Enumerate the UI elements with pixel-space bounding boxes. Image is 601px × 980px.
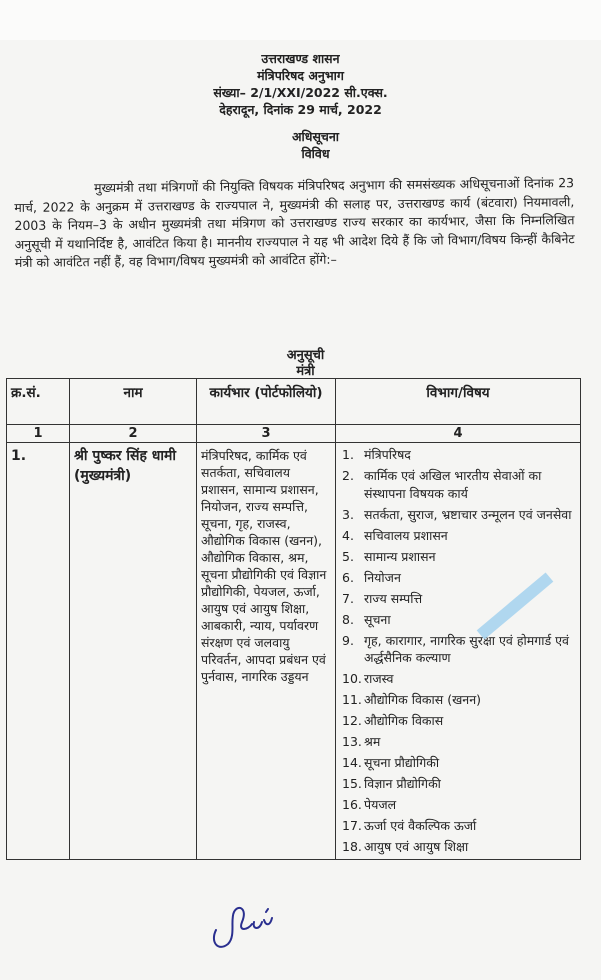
list-item	[342, 712, 576, 730]
department-text: औद्योगिक विकास (खनन)	[364, 692, 482, 707]
minister-designation: (मुख्यमंत्री)	[74, 468, 132, 484]
portfolio-cell: मंत्रिपरिषद, कार्मिक एवं सतर्कता, सचिवालय प्रशासन, सामान्य प्रशासन, नियोजन, राज्य सम्पत्ति, सूचना, गृह, राजस्व, औद्योगिक विकास (खनन), औद्योगिक विकास, श्रम, सूचना प्रौद्योगिकी एवं विज्ञान प्रौद्योगिकी, पेयजल, ऊर्जा, आयुष एवं आयुष शिक्षा, आबकारी, न्याय, पर्यावरण संरक्षण एवं जलवायु परिवर्तन, आपदा प्रबंधन एवं पुर्नवास, नागरिक उड्डयन	[197, 443, 336, 860]
header-portfolio: कार्यभार (पोर्टफोलियो)	[197, 379, 336, 425]
list-item	[342, 548, 576, 566]
list-item	[342, 838, 576, 856]
column-number: 4	[336, 425, 581, 443]
list-item	[342, 817, 576, 835]
minister-name: श्री पुष्कर सिंह धामी	[74, 448, 177, 464]
department-number: 12.	[342, 713, 362, 728]
minister-name-cell	[70, 443, 197, 860]
row-serial: 1.	[7, 443, 70, 860]
column-number-row	[7, 425, 581, 443]
department-number: 11.	[342, 692, 362, 707]
list-item	[342, 446, 576, 464]
list-item	[342, 590, 576, 608]
signature	[208, 900, 278, 955]
column-number: 2	[70, 425, 197, 443]
department-text: आयुष एवं आयुष शिक्षा	[364, 839, 469, 854]
department-text: श्रम	[364, 734, 381, 749]
list-item	[342, 775, 576, 793]
department-text: सचिवालय प्रशासन	[364, 527, 448, 543]
header-serial: क्र.सं.	[7, 379, 70, 425]
column-number: 3	[197, 425, 336, 443]
department-number: 7.	[342, 590, 354, 606]
department-number: 18.	[342, 839, 362, 854]
notice-title: अधिसूचना	[291, 129, 340, 144]
department-text: सामान्य प्रशासन	[364, 548, 436, 564]
department-number: 6.	[342, 569, 354, 585]
department-number: 2.	[342, 468, 354, 483]
department-number: 9.	[342, 632, 354, 648]
list-item	[342, 467, 576, 502]
place-date: देहरादून, दिनांक 29 मार्च, 2022	[219, 102, 382, 117]
department-text: सतर्कता, सुराज, भ्रष्टाचार उन्मूलन एवं जनसेवा	[364, 506, 572, 522]
list-item	[342, 796, 576, 814]
list-item	[342, 527, 576, 545]
list-item	[342, 670, 576, 688]
department-number: 13.	[342, 734, 362, 749]
government-name: उत्तराखण्ड शासन	[261, 51, 340, 66]
department-number: 15.	[342, 776, 362, 791]
department-number: 3.	[342, 506, 354, 522]
list-item	[342, 506, 576, 524]
department-number: 16.	[342, 797, 362, 812]
department-text: ऊर्जा एवं वैकल्पिक ऊर्जा	[364, 818, 477, 833]
department-text: नियोजन	[364, 569, 401, 585]
department-number: 8.	[342, 611, 354, 627]
department-text: औद्योगिक विकास	[364, 713, 444, 728]
document-header	[0, 50, 601, 118]
department-number: 17.	[342, 818, 362, 833]
notice-heading	[0, 128, 601, 162]
header-name: नाम	[70, 379, 197, 425]
department-text: विज्ञान प्रौद्योगिकी	[364, 776, 441, 791]
department-cell	[336, 443, 581, 860]
list-item	[342, 632, 576, 667]
department-text: सूचना	[364, 611, 391, 627]
list-item	[342, 611, 576, 629]
schedule-title: अनुसूची	[286, 348, 325, 363]
notice-subtitle: विविध	[301, 146, 330, 161]
department-text: राजस्व	[364, 671, 394, 686]
department-text: मंत्रिपरिषद	[364, 447, 411, 462]
schedule-heading	[0, 348, 601, 380]
scan-top-margin	[0, 0, 601, 40]
table-row	[7, 443, 581, 860]
department-text: राज्य सम्पत्ति	[364, 590, 423, 606]
list-item	[342, 754, 576, 772]
list-item	[342, 691, 576, 709]
header-department: विभाग/विषय	[336, 379, 581, 425]
body-paragraph: मुख्यमंत्री तथा मंत्रिगणों की नियुक्ति विषयक मंत्रिपरिषद अनुभाग की समसंख्यक अधिसूचनाओं दिनांक 23 मार्च, 2022 के अनुक्रम में उत्तराखण्ड के राज्यपाल ने, मुख्यमंत्री की सलाह पर, उत्तराखण्ड कार्य (बंटवारा) नियमावली, 2003 के नियम–3 के अधीन मुख्यमंत्री तथा मंत्रिगण को उत्तराखण्ड राज्य सरकार का कार्यभार, जैसा कि निम्नलिखित अनुसूची में यथानिर्दिष्ट है, आवंटित किया है। माननीय राज्यपाल ने यह भी आदेश दिये हैं कि जो विभाग/विषय किन्हीं कैबिनेट मंत्री को आवंटित नहीं हैं, वह विभाग/विषय मुख्यमंत्री को आवंटित होंगे:–	[14, 175, 575, 270]
department-number: 14.	[342, 755, 362, 770]
department-number: 4.	[342, 527, 354, 543]
department-text: कार्मिक एवं अखिल भारतीय सेवाओं का संस्थापना विषयक कार्य	[364, 468, 542, 501]
department-text: सूचना प्रौद्योगिकी	[364, 755, 440, 770]
list-item	[342, 733, 576, 751]
department-number: 1.	[342, 447, 354, 462]
department-number: 5.	[342, 548, 354, 564]
column-number: 1	[7, 425, 70, 443]
department-text: गृह, कारागार, नागरिक सुरक्षा एवं होमगार्ड एवं अर्द्धसैनिक कल्याण	[364, 632, 570, 665]
reference-number: संख्या– 2/1/XXI/2022 सी.एक्स.	[213, 85, 388, 100]
section-name: मंत्रिपरिषद अनुभाग	[257, 68, 344, 83]
department-text: पेयजल	[364, 797, 397, 812]
schedule-subtitle: मंत्री	[296, 364, 315, 379]
department-number: 10.	[342, 671, 362, 686]
table-header-row	[7, 379, 581, 425]
department-list	[342, 446, 576, 856]
